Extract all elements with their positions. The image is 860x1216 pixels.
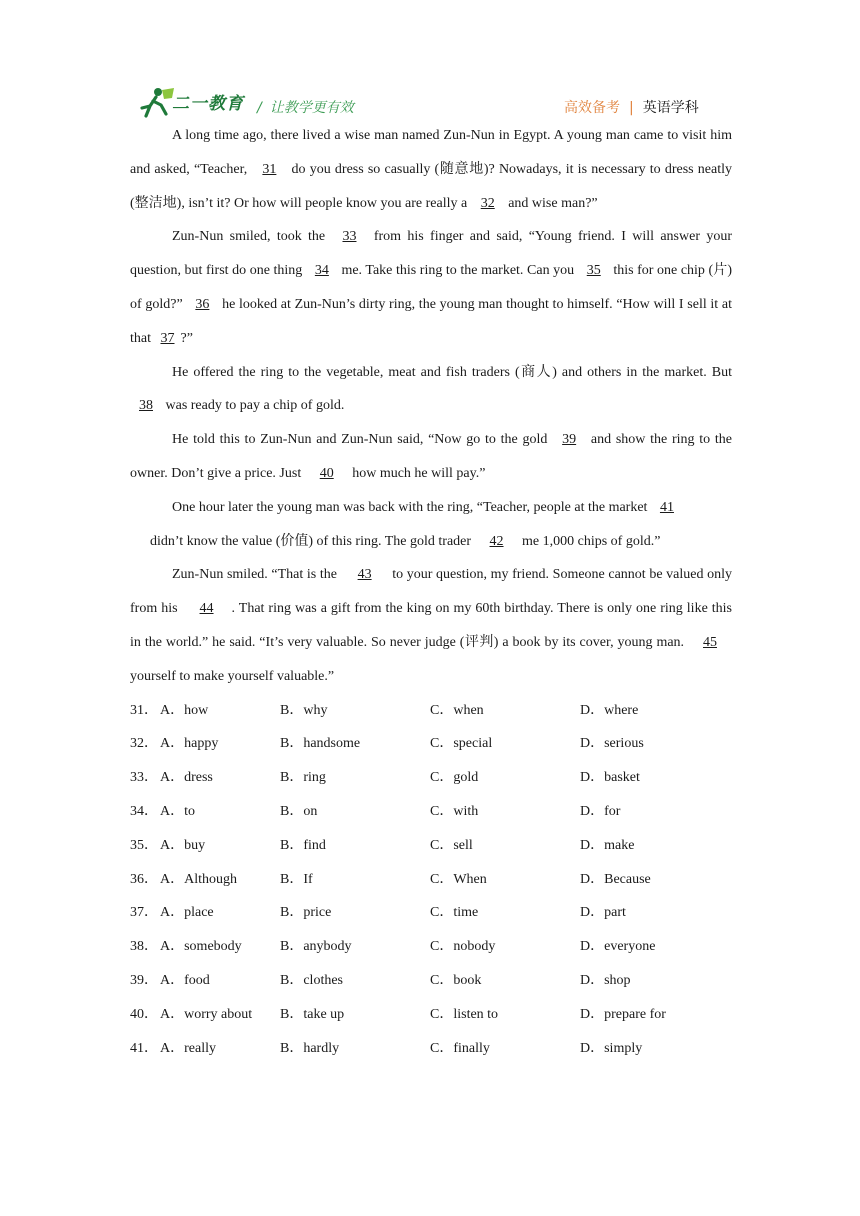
option-a: A．Although xyxy=(160,871,237,887)
option-d: D．Because xyxy=(580,871,651,887)
passage-text: A long time ago, there lived a wise man named Zun-Nun in Egypt. A young man came to visit him and asked, “Teacher, xyxy=(130,128,732,177)
blank-44: 44 xyxy=(199,601,214,617)
blank-31: 31 xyxy=(262,161,277,177)
option-b: B．why xyxy=(280,702,328,718)
option-c: C．listen to xyxy=(430,1006,499,1022)
header-divider: | xyxy=(629,100,634,116)
option-d: D．for xyxy=(580,803,621,819)
blank-38: 38 xyxy=(139,398,153,414)
option-b: B．clothes xyxy=(280,972,343,988)
blank-33: 33 xyxy=(342,229,357,245)
passage-content xyxy=(130,119,732,1065)
blank-40: 40 xyxy=(319,465,334,481)
option-c: C．When xyxy=(430,871,487,887)
slogan-text: 让教学更有效 xyxy=(269,100,354,116)
option-c: C．book xyxy=(430,972,482,988)
option-b: B．take up xyxy=(280,1006,345,1022)
option-c: C．when xyxy=(430,702,484,718)
passage-text: he looked at Zun-Nun’s dirty ring, the young man thought to himself. “How will I sell it at that xyxy=(130,296,732,346)
option-c: C．finally xyxy=(430,1040,490,1056)
blank-45: 45 xyxy=(703,634,717,650)
option-d: D．make xyxy=(580,837,635,853)
option-c: C．nobody xyxy=(430,939,496,955)
option-a: A．place xyxy=(160,905,214,921)
running-figure-icon xyxy=(136,86,176,118)
question-list xyxy=(130,694,732,1066)
passage-paragraph-6 xyxy=(130,558,732,693)
question-row xyxy=(130,863,732,897)
option-d: D．simply xyxy=(580,1040,643,1056)
blank-42: 42 xyxy=(489,533,504,549)
question-row xyxy=(130,795,732,829)
question-number: 39． xyxy=(130,972,158,988)
header-exam-label: 高效备考 xyxy=(564,100,620,116)
blank-43: 43 xyxy=(357,567,372,583)
option-b: B．on xyxy=(280,803,318,819)
passage-text: He offered the ring to the vegetable, meat and fish traders (商人) and others in the market. But xyxy=(172,364,732,380)
passage-text: One hour later the young man was back with the ring, “Teacher, people at the market xyxy=(172,499,651,515)
question-number: 38． xyxy=(130,939,158,955)
page-header xyxy=(136,86,736,120)
passage-text: me 1,000 chips of gold.” xyxy=(518,533,661,549)
question-number: 35． xyxy=(130,837,158,853)
question-row xyxy=(130,694,732,728)
brand-logo xyxy=(136,86,256,118)
passage-text: . That ring was a gift from the king on my 60th birthday. There is only one ring like this in the world.” he said. “It’s very valuable. So never judge (评判) a book by its cover, young man. xyxy=(130,601,732,650)
question-number: 37． xyxy=(130,905,158,921)
question-row xyxy=(130,727,732,761)
passage-text: Zun-Nun smiled, took the xyxy=(172,229,332,245)
option-b: B．hardly xyxy=(280,1040,340,1056)
passage-text: yourself to make yourself valuable.” xyxy=(130,668,335,684)
slogan-separator: / xyxy=(257,100,262,116)
header-subject-label: 英语学科 xyxy=(642,100,699,116)
passage-paragraph-2 xyxy=(130,220,732,355)
option-d: D．where xyxy=(580,702,639,718)
option-b: B．ring xyxy=(280,770,326,786)
passage-text: He told this to Zun-Nun and Zun-Nun said, “Now go to the gold xyxy=(172,432,553,448)
question-number: 41． xyxy=(130,1040,158,1056)
question-number: 40． xyxy=(130,1006,158,1022)
passage-text: didn’t know the value (价值) of this ring. The gold trader xyxy=(150,533,475,549)
blank-32: 32 xyxy=(480,195,495,211)
option-b: B．price xyxy=(280,905,332,921)
option-c: C．special xyxy=(430,736,493,752)
question-row xyxy=(130,930,732,964)
passage-paragraph-5-continued xyxy=(130,525,732,559)
passage-text: and wise man?” xyxy=(504,195,598,211)
passage-text: ?” xyxy=(180,330,193,346)
option-b: B．anybody xyxy=(280,939,352,955)
passage-text: to your question, my friend. Someone cannot be valued only from his xyxy=(130,567,732,617)
passage-text: do you dress so casually (随意地)? Nowadays, it is necessary to dress neatly (整洁地), isn’t it? Or how will people know you are really a xyxy=(130,161,733,211)
question-row xyxy=(130,761,732,795)
option-b: B．handsome xyxy=(280,736,361,752)
passage-text: me. Take this ring to the market. Can you xyxy=(337,263,578,279)
option-a: A．to xyxy=(160,803,195,819)
option-a: A．how xyxy=(160,702,209,718)
question-number: 33． xyxy=(130,770,158,786)
option-d: D．basket xyxy=(580,770,640,786)
question-row xyxy=(130,1032,732,1066)
passage-text: was ready to pay a chip of gold. xyxy=(162,398,345,414)
option-a: A．somebody xyxy=(160,939,242,955)
option-d: D．serious xyxy=(580,736,644,752)
blank-39: 39 xyxy=(562,432,577,448)
option-a: A．buy xyxy=(160,837,206,853)
blank-35: 35 xyxy=(586,263,601,279)
option-d: D．everyone xyxy=(580,939,656,955)
option-c: C．sell xyxy=(430,837,473,853)
passage-text: from his finger and said, “Young friend. I will answer your question, but first do one thing xyxy=(130,229,732,279)
passage-text: this for one chip (片) of gold?” xyxy=(130,263,732,312)
passage-paragraph-5 xyxy=(130,491,732,525)
question-row xyxy=(130,998,732,1032)
option-a: A．dress xyxy=(160,770,213,786)
passage-paragraph-4 xyxy=(130,423,732,491)
option-c: C．with xyxy=(430,803,479,819)
question-row xyxy=(130,829,732,863)
header-subject xyxy=(564,97,699,117)
passage-paragraph-1 xyxy=(130,119,732,220)
option-a: A．really xyxy=(160,1040,216,1056)
option-a: A．happy xyxy=(160,736,219,752)
question-row xyxy=(130,896,732,930)
passage-text: how much he will pay.” xyxy=(348,465,486,481)
blank-34: 34 xyxy=(314,263,329,279)
question-number: 36． xyxy=(130,871,158,887)
option-c: C．gold xyxy=(430,770,479,786)
option-d: D．shop xyxy=(580,972,631,988)
option-b: B．If xyxy=(280,871,313,887)
option-a: A．worry about xyxy=(160,1006,253,1022)
passage-text: Zun-Nun smiled. “That is the xyxy=(172,567,341,583)
option-d: D．part xyxy=(580,905,626,921)
blank-37: 37 xyxy=(160,330,175,346)
question-number: 32． xyxy=(130,736,158,752)
question-number: 31． xyxy=(130,702,158,718)
option-a: A．food xyxy=(160,972,210,988)
blank-41: 41 xyxy=(659,499,674,515)
option-c: C．time xyxy=(430,905,479,921)
logo-text: 二一教育 xyxy=(172,94,244,114)
slogan xyxy=(257,97,354,117)
question-number: 34． xyxy=(130,803,158,819)
blank-36: 36 xyxy=(195,296,210,312)
option-d: D．prepare for xyxy=(580,1006,666,1022)
passage-text: and show the ring to the owner. Don’t give a price. Just xyxy=(130,432,733,481)
passage-paragraph-3 xyxy=(130,356,732,424)
option-b: B．find xyxy=(280,837,326,853)
question-row xyxy=(130,964,732,998)
